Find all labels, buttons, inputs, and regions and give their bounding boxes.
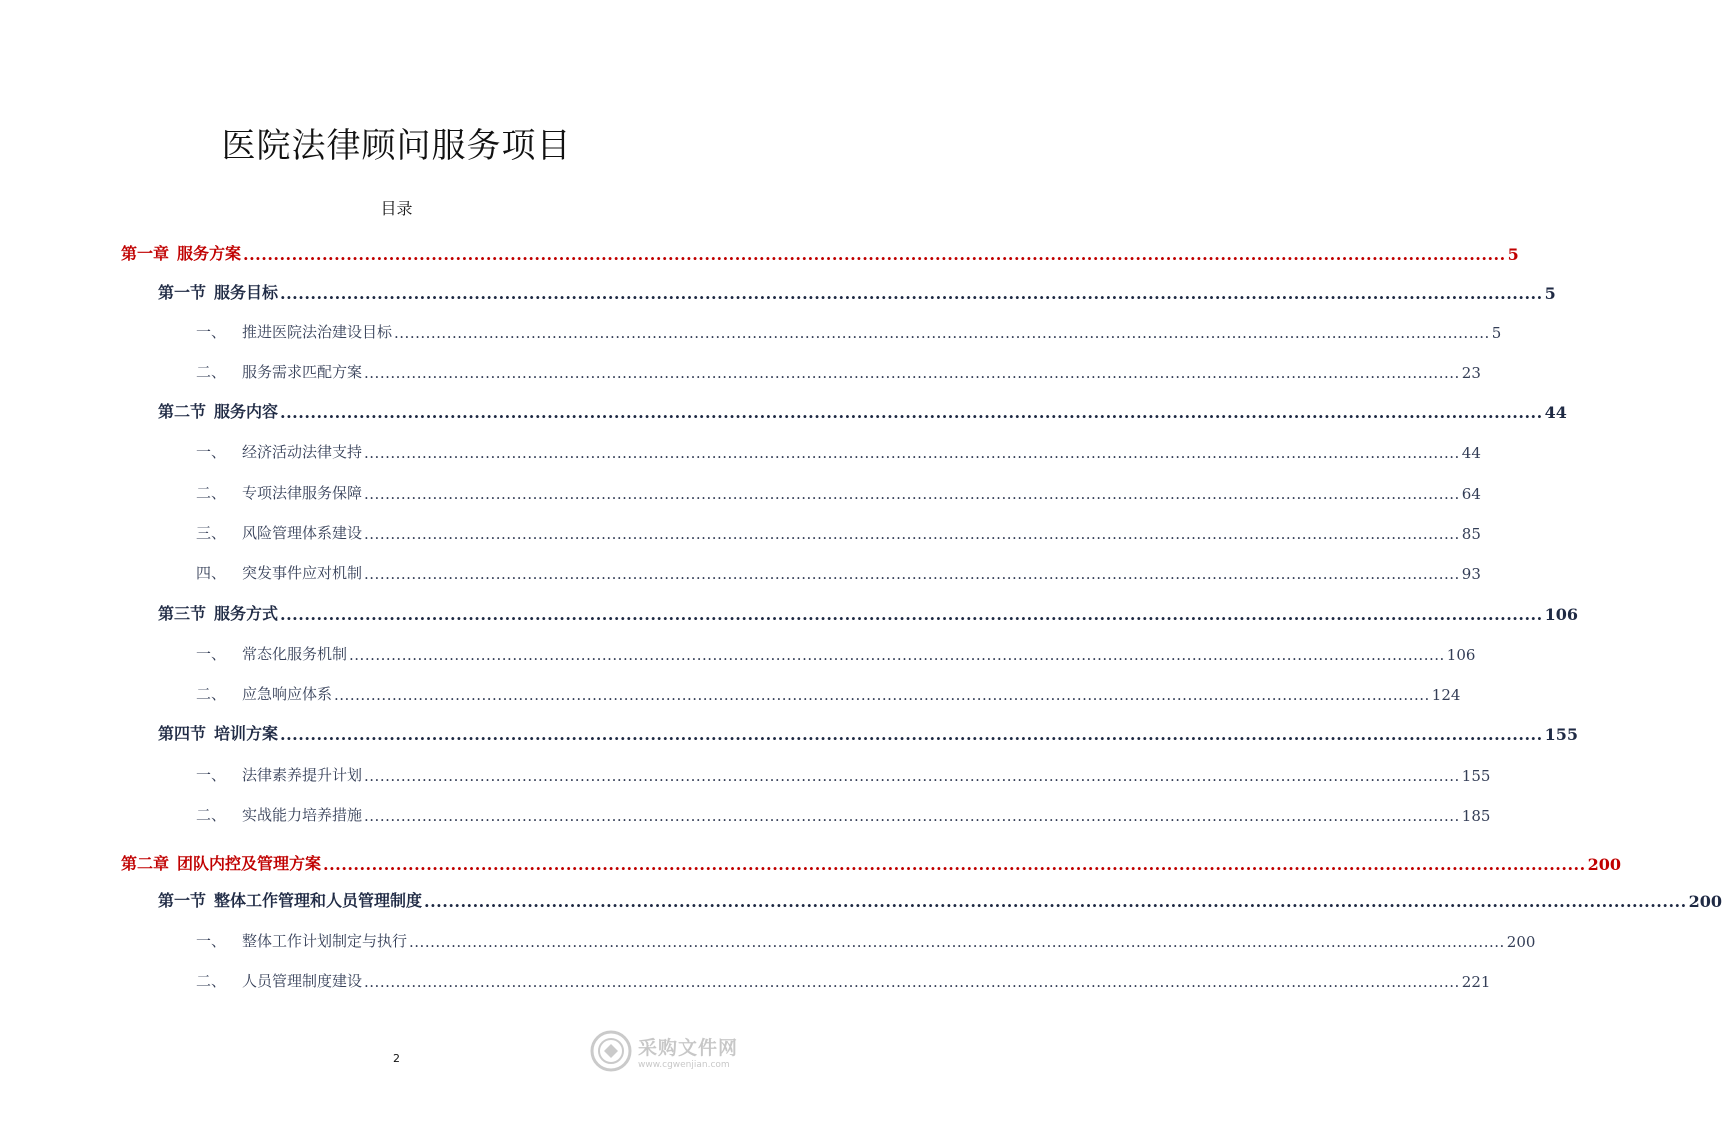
toc-entry-title: 服务方案 xyxy=(177,244,242,263)
document-title: 医院法律顾问服务项目 xyxy=(221,126,572,166)
toc-entry-title: 培训方案 xyxy=(214,724,279,743)
toc-entry-title: 服务目标 xyxy=(214,283,279,302)
toc-entry-title: 人员管理制度建设 xyxy=(242,972,363,990)
toc-entry-label: 第四节 xyxy=(158,724,207,743)
toc-entry[interactable] xyxy=(196,761,1491,785)
toc-entry-title: 风险管理体系建设 xyxy=(242,524,363,542)
toc-entry-page: 93 xyxy=(1461,565,1481,583)
toc-dot-leader: ................................................................................................................................................................................................................ xyxy=(364,767,1460,785)
toc-entry-label: 二、 xyxy=(196,484,227,502)
toc-entry-page: 185 xyxy=(1461,807,1491,825)
toc-entry-label: 一、 xyxy=(196,323,227,341)
toc-dot-leader: ................................................................................................................................................................................................................ xyxy=(364,565,1460,583)
toc-entry-label: 一、 xyxy=(196,766,227,784)
watermark-url: www.cgwenjian.com xyxy=(638,1059,730,1070)
toc-dot-leader: ................................................................................................................................................................................................................ xyxy=(243,245,1506,264)
toc-entry-title: 突发事件应对机制 xyxy=(242,564,363,582)
toc-dot-leader: ................................................................................................................................................................................................................ xyxy=(364,973,1460,991)
toc-entry-title: 实战能力培养措施 xyxy=(242,806,363,824)
toc-entry-page: 44 xyxy=(1461,444,1481,462)
toc-entry[interactable] xyxy=(196,318,1502,342)
toc-entry-title: 服务方式 xyxy=(214,604,279,623)
toc-dot-leader: ................................................................................................................................................................................................................ xyxy=(364,485,1460,503)
toc-entry-page: 200 xyxy=(1506,933,1536,951)
toc-entry-label: 四、 xyxy=(196,564,227,582)
toc-entry-label: 第一章 xyxy=(121,244,170,263)
toc-entry-page: 200 xyxy=(1688,892,1722,911)
toc-entry-label: 二、 xyxy=(196,806,227,824)
toc-entry-title: 经济活动法律支持 xyxy=(242,443,363,461)
toc-entry-title: 常态化服务机制 xyxy=(242,645,348,663)
toc-entry-label: 第一节 xyxy=(158,283,207,302)
toc-entry-label: 一、 xyxy=(196,443,227,461)
toc-entry-title: 整体工作管理和人员管理制度 xyxy=(214,891,423,910)
toc-entry[interactable] xyxy=(196,801,1491,825)
toc-dot-leader: ................................................................................................................................................................................................................ xyxy=(280,284,1543,303)
toc-entry-page: 155 xyxy=(1544,725,1579,744)
toc-entry-page: 155 xyxy=(1461,767,1491,785)
toc-entry-title: 服务需求匹配方案 xyxy=(242,363,363,381)
toc-entry-page: 106 xyxy=(1544,605,1579,624)
toc-dot-leader: ................................................................................................................................................................................................................ xyxy=(394,324,1490,342)
toc-entry-label: 三、 xyxy=(196,524,227,542)
toc-dot-leader: ................................................................................................................................................................................................................ xyxy=(409,933,1505,951)
toc-entry[interactable] xyxy=(196,438,1481,462)
page-number: 2 xyxy=(393,1052,400,1065)
toc-dot-leader: ................................................................................................................................................................................................................ xyxy=(323,855,1586,874)
toc-entry-label: 一、 xyxy=(196,645,227,663)
toc-entry[interactable] xyxy=(196,680,1461,704)
cgwenjian-logo-icon xyxy=(590,1030,632,1072)
toc-entry-title: 团队内控及管理方案 xyxy=(177,854,322,873)
toc-entry-label: 二、 xyxy=(196,685,227,703)
toc-entry-title: 整体工作计划制定与执行 xyxy=(242,932,408,950)
toc-entry[interactable] xyxy=(196,927,1536,951)
toc-entry[interactable] xyxy=(196,358,1481,382)
toc-entry[interactable] xyxy=(158,720,1579,744)
toc-entry[interactable] xyxy=(196,559,1481,583)
toc-dot-leader: ................................................................................................................................................................................................................ xyxy=(349,646,1445,664)
toc-entry[interactable] xyxy=(196,967,1491,991)
toc-entry[interactable] xyxy=(196,519,1481,543)
toc-entry-page: 106 xyxy=(1446,646,1476,664)
toc-entry-title: 专项法律服务保障 xyxy=(242,484,363,502)
toc-entry-title: 法律素养提升计划 xyxy=(242,766,363,784)
toc-entry[interactable] xyxy=(196,479,1481,503)
toc-entry-page: 5 xyxy=(1507,245,1519,264)
toc-entry[interactable] xyxy=(158,887,1722,911)
toc-dot-leader: ................................................................................................................................................................................................................ xyxy=(364,807,1460,825)
toc-entry-page: 85 xyxy=(1461,525,1481,543)
toc-entry-page: 5 xyxy=(1491,324,1502,342)
toc-entry-page: 5 xyxy=(1544,284,1556,303)
toc-entry-title: 服务内容 xyxy=(214,402,279,421)
toc-entry-label: 第三节 xyxy=(158,604,207,623)
toc-dot-leader: ................................................................................................................................................................................................................ xyxy=(334,686,1430,704)
toc-dot-leader: ................................................................................................................................................................................................................ xyxy=(364,364,1460,382)
watermark-brand: 采购文件网 xyxy=(638,1036,739,1059)
toc-entry[interactable] xyxy=(158,398,1567,422)
toc-entry-page: 44 xyxy=(1544,403,1567,422)
toc-entry-page: 221 xyxy=(1461,973,1491,991)
toc-dot-leader: ................................................................................................................................................................................................................ xyxy=(364,444,1460,462)
toc-entry-page: 64 xyxy=(1461,485,1481,503)
toc-entry-label: 第二章 xyxy=(121,854,170,873)
toc-entry[interactable] xyxy=(121,240,1519,264)
toc-entry[interactable] xyxy=(121,850,1622,874)
toc-dot-leader: ................................................................................................................................................................................................................ xyxy=(280,403,1543,422)
toc-entry-label: 二、 xyxy=(196,972,227,990)
watermark xyxy=(590,1028,760,1074)
toc-entry-page: 124 xyxy=(1431,686,1461,704)
toc-dot-leader: ................................................................................................................................................................................................................ xyxy=(280,725,1543,744)
toc-entry[interactable] xyxy=(158,600,1579,624)
toc-entry-title: 推进医院法治建设目标 xyxy=(242,323,393,341)
toc-heading: 目录 xyxy=(380,199,413,218)
toc-entry-page: 200 xyxy=(1587,855,1622,874)
toc-entry-label: 第二节 xyxy=(158,402,207,421)
toc-entry-label: 二、 xyxy=(196,363,227,381)
toc-dot-leader: ................................................................................................................................................................................................................ xyxy=(364,525,1460,543)
toc-entry-page: 23 xyxy=(1461,364,1481,382)
toc-dot-leader: ................................................................................................................................................................................................................ xyxy=(424,892,1687,911)
toc-entry[interactable] xyxy=(196,640,1476,664)
toc-entry-label: 第一节 xyxy=(158,891,207,910)
toc-dot-leader: ................................................................................................................................................................................................................ xyxy=(280,605,1543,624)
toc-entry-title: 应急响应体系 xyxy=(242,685,333,703)
toc-entry-label: 一、 xyxy=(196,932,227,950)
toc-entry[interactable] xyxy=(158,279,1556,303)
